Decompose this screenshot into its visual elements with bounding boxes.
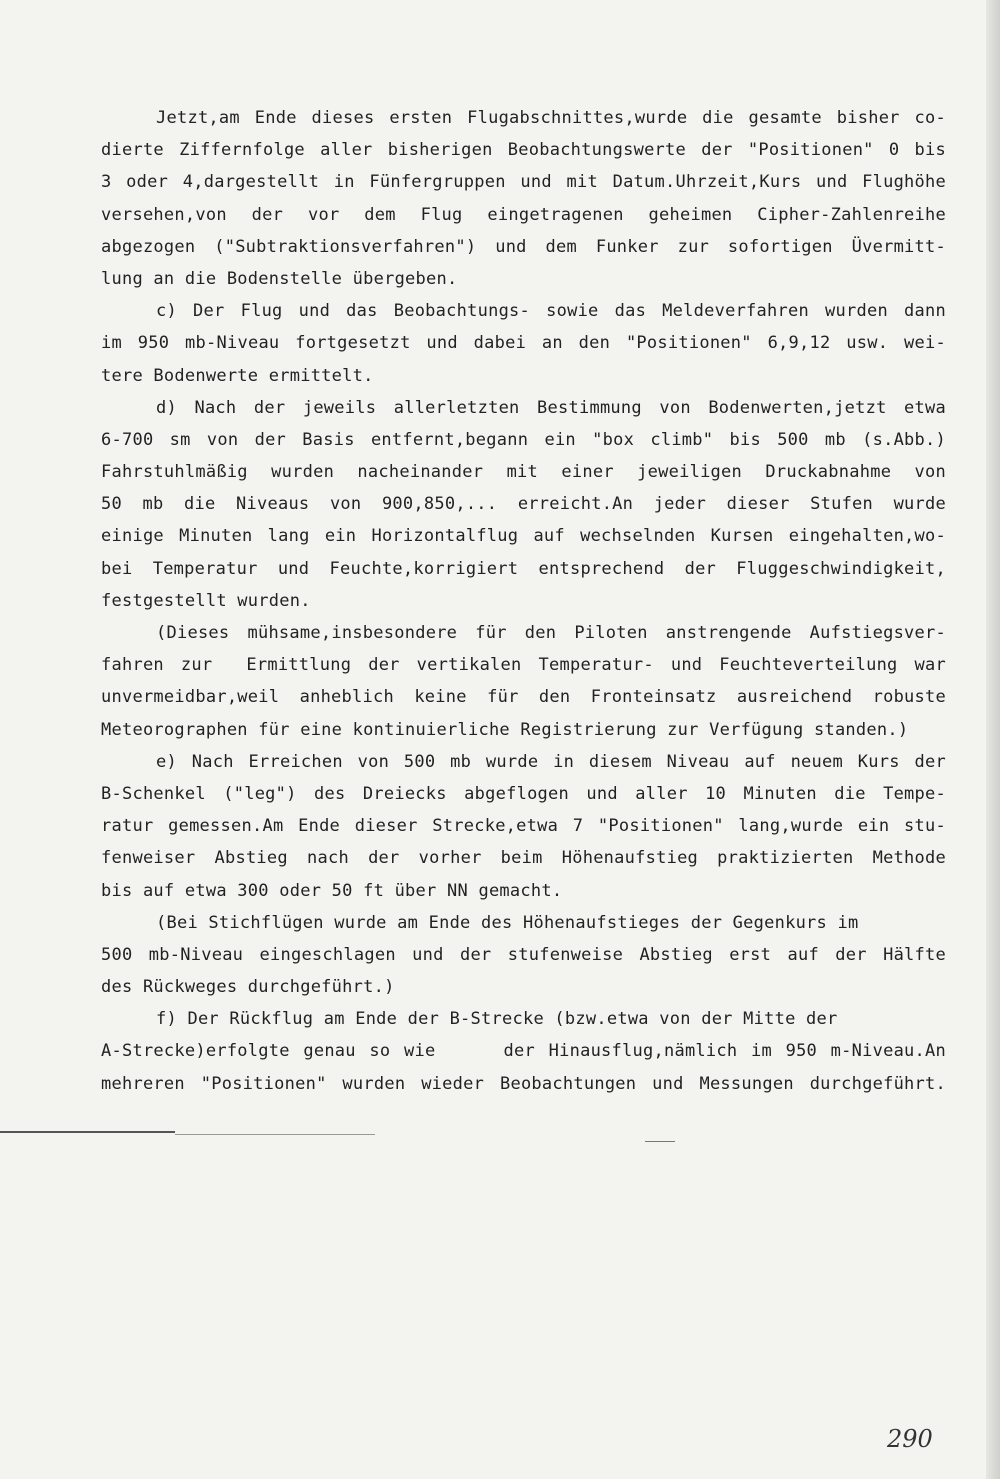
paragraph xyxy=(101,617,946,746)
paragraph xyxy=(101,1003,946,1100)
text-line: 6-700 sm von der Basis entfernt,begann ein "box climb" bis 500 mb (s.Abb.) xyxy=(101,429,946,450)
text-line: 3 oder 4,dargestellt in Fünfergruppen und mit Datum.Uhrzeit,Kurs und Flughöhe xyxy=(101,172,946,193)
paragraph xyxy=(101,907,946,1004)
stray-mark xyxy=(645,1141,675,1142)
text-line: e) Nach Erreichen von 500 mb wurde in diesem Niveau auf neuem Kurs der xyxy=(156,751,946,772)
text-line: c) Der Flug und das Beobachtungs- sowie das Meldeverfahren wurden dann xyxy=(156,301,946,322)
text-line: ratur gemessen.Am Ende dieser Strecke,etwa 7 "Positionen" lang,wurde ein stu- xyxy=(101,816,946,837)
text-line: Fahrstuhlmäßig wurden nacheinander mit einer jeweiligen Druckabnahme von xyxy=(101,462,946,483)
text-line: einige Minuten lang ein Horizontalflug auf wechselnden Kursen eingehalten,wo- xyxy=(101,526,946,547)
page-number: 290 xyxy=(887,1425,933,1453)
paragraph xyxy=(101,392,946,617)
text-line: unvermeidbar,weil anheblich keine für den Fronteinsatz ausreichend robuste xyxy=(101,687,946,708)
text-line: bei Temperatur und Feuchte,korrigiert entsprechend der Fluggeschwindigkeit, xyxy=(101,558,946,579)
text-line: fahren zur Ermittlung der vertikalen Temperatur- und Feuchteverteilung war xyxy=(101,655,946,676)
page-edge xyxy=(986,0,1000,1479)
text-line: abgezogen ("Subtraktionsverfahren") und dem Funker zur sofortigen Üvermitt- xyxy=(101,236,946,257)
text-line: im 950 mb-Niveau fortgesetzt und dabei an den "Positionen" 6,9,12 usw. wei- xyxy=(101,333,946,354)
text-line: 50 mb die Niveaus von 900,850,... erreicht.An jeder dieser Stufen wurde xyxy=(101,494,946,515)
paragraph xyxy=(101,746,946,907)
footnote-rule-faint xyxy=(175,1134,375,1135)
text-line: 500 mb-Niveau eingeschlagen und der stufenweise Abstieg erst auf der Hälfte xyxy=(101,944,946,965)
text-line: bis auf etwa 300 oder 50 ft über NN gemacht. xyxy=(101,880,563,901)
text-line: mehreren "Positionen" wurden wieder Beobachtungen und Messungen durchgeführt. xyxy=(101,1073,946,1094)
text-line: lung an die Bodenstelle übergeben. xyxy=(101,268,458,289)
text-line: B-Schenkel ("leg") des Dreiecks abgeflogen und aller 10 Minuten die Tempe- xyxy=(101,783,946,804)
text-line: versehen,von der vor dem Flug eingetragenen geheimen Cipher-Zahlenreihe xyxy=(101,204,946,225)
text-line: fenweiser Abstieg nach der vorher beim Höhenaufstieg praktizierten Methode xyxy=(101,848,946,869)
text-line: (Bei Stichflügen wurde am Ende des Höhenaufstieges der Gegenkurs im xyxy=(156,912,859,933)
text-line: tere Bodenwerte ermittelt. xyxy=(101,365,374,386)
text-line: A-Strecke)erfolgte genau so wie der Hinausflug,nämlich im 950 m-Niveau.An xyxy=(101,1041,946,1062)
paragraph xyxy=(101,102,946,295)
footnote-rule xyxy=(0,1131,175,1133)
text-line: dierte Ziffernfolge aller bisherigen Beobachtungswerte der "Positionen" 0 bis xyxy=(101,140,946,161)
text-line: Jetzt,am Ende dieses ersten Flugabschnittes,wurde die gesamte bisher co- xyxy=(156,108,946,128)
text-line: f) Der Rückflug am Ende der B-Strecke (bzw.etwa von der Mitte der xyxy=(156,1009,838,1030)
body-text xyxy=(101,102,946,1100)
text-line: Meteorographen für eine kontinuierliche Registrierung zur Verfügung standen.) xyxy=(101,719,909,740)
text-line: festgestellt wurden. xyxy=(101,590,311,611)
text-line: des Rückweges durchgeführt.) xyxy=(101,977,395,998)
text-line: d) Nach der jeweils allerletzten Bestimmung von Bodenwerten,jetzt etwa xyxy=(156,397,946,418)
paragraph xyxy=(101,295,946,392)
text-line: (Dieses mühsame,insbesondere für den Piloten anstrengende Aufstiegsver- xyxy=(156,623,946,643)
